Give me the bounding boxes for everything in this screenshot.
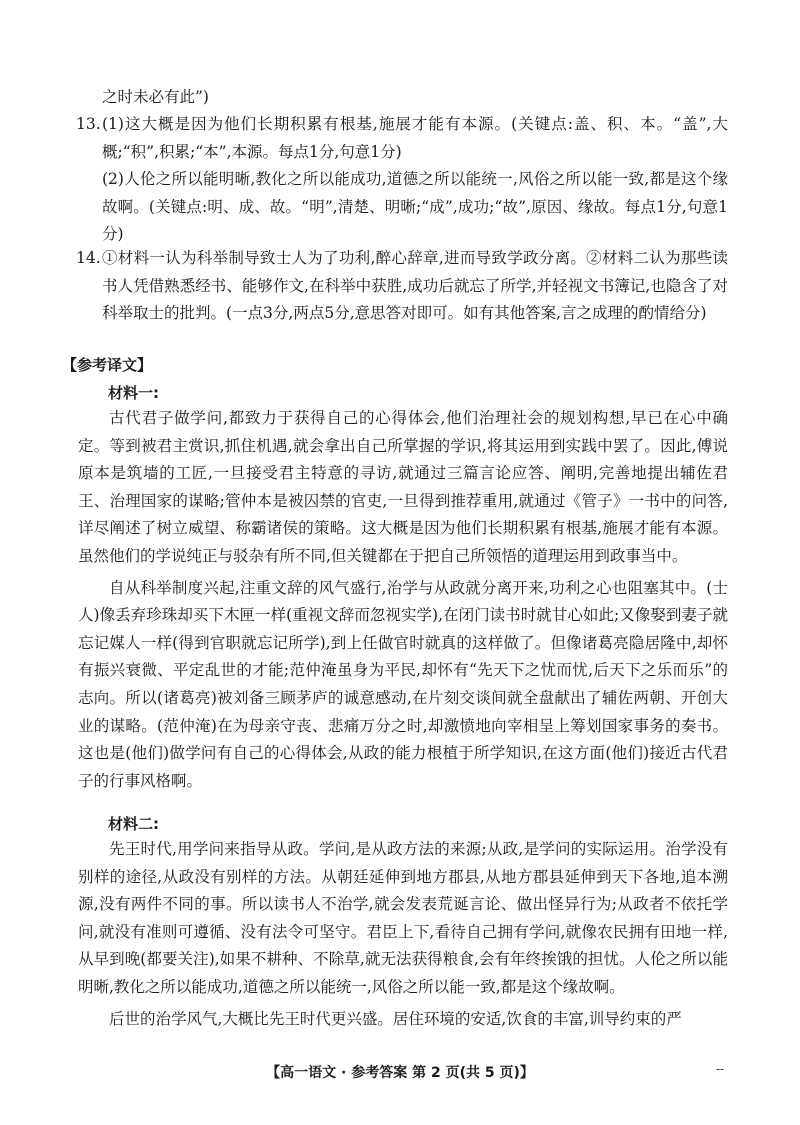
- material2-title: 材料二:: [108, 815, 159, 833]
- q12-tail: 之时未必有此”): [102, 88, 209, 106]
- material2-para2: 后世的治学风气,大概比先王时代更兴盛。居住环境的安适,饮食的丰富,训导约束的严: [109, 1009, 682, 1028]
- material2-text: [78, 836, 728, 1033]
- material1-para2: 自从科举制度兴起,注重文辞的风气盛行,治学与从政就分离开来,功利之心也阻塞其中。(士人)像丢弃珍珠却买下木匣一样(重视文辞而忽视实学),在闭门读书时就甘心如此;又像娶到妻子就忘记媒人一样(得到官职就忘记所学),到上任做官时就真的这样做了。但像诸葛亮隐居隆中,却怀有振兴衰微、平定乱世的才能;范仲淹虽身为平民,却怀有“先天下之忧而忧,后天下之乐而乐”的志向。所以(诸葛亮)被刘备三顾茅庐的诚意感动,在片刻交谈间就全盘献出了辅佐两朝、开创大业的谋略。(范仲淹)在为母亲守丧、悲痛万分之时,却激愤地向宰相呈上筹划国家事务的奏书。这也是(他们)做学问有自己的心得体会,从政的能力根植于所学知识,在这方面(他们)接近古代君子的行事风格啊。: [78, 578, 728, 790]
- q14-answer: [78, 245, 728, 328]
- q13-part2: (2)人伦之所以能明晰,教化之所以能成功,道德之所以能统一,风俗之所以能一致,都是这个缘故啊。(关键点:明、成、故。“明”,清楚、明晰;“成”,成功;“故”,原因、缘故。每点1分,句意1分): [102, 170, 728, 243]
- corner-mark: --: [716, 1062, 725, 1076]
- q14-text: ①材料一认为科举制导致士人为了功利,醉心辞章,进而导致学政分离。②材料二认为那些读书人凭借熟悉经书、能够作文,在科举中获胜,成功后就忘了所学,并轻视文书簿记,也隐含了对科举取士的批判。(一点3分,两点5分,意思答对即可。如有其他答案,言之成理的酌情给分): [102, 249, 728, 322]
- q14-number: 14.: [76, 249, 101, 267]
- page-footer: 【高一语文 · 参考答案 第 2 页(共 5 页)】: [266, 1065, 534, 1081]
- material1-para1: 古代君子做学问,都致力于获得自己的心得体会,他们治理社会的规划构想,早已在心中确定。等到被君主赏识,抓住机遇,就会拿出自己所掌握的学识,将其运用到实践中罢了。因此,傅说原本是筑墙的工匠,一旦接受君主特意的寻访,就通过三篇言论应答、阐明,完善地提出辅佐君王、治理国家的谋略;管仲本是被囚禁的官吏,一旦得到推荐重用,就通过《管子》一书中的问答,详尽阐述了树立威望、称霸诸侯的策略。这大概是因为他们长期积累有根基,施展才能有本源。虽然他们的学说纯正与驳杂有所不同,但关键都在于把自己所领悟的道理运用到政事当中。: [78, 409, 728, 565]
- q13-number: 13.: [76, 115, 101, 133]
- material1-title: 材料一:: [108, 384, 159, 402]
- q13-part1: (1)这大概是因为他们长期积累有根基,施展才能有本源。(关键点:盖、积、本。“盖”,大概;“积”,积累;“本”,本源。每点1分,句意1分): [102, 115, 728, 161]
- q13-answer: [78, 111, 728, 249]
- material2-para1: 先王时代,用学问来指导从政。学问,是从政方法的来源;从政,是学问的实际运用。治学没有别样的途径,从政没有别样的方法。从朝廷延伸到地方郡县,从地方郡县延伸到天下各地,追本溯源,没有两件不同的事。所以读书人不治学,就会发表荒诞言论、做出怪异行为;从政者不依托学问,就没有准则可遵循、没有法令可坚守。君臣上下,看待自己拥有学问,就像农民拥有田地一样,从早到晚(都要关注),如果不耕种、不除草,就无法获得粮食,会有年终挨饿的担忧。人伦之所以能明晰,教化之所以能成功,道德之所以能统一,风俗之所以能一致,都是这个缘故啊。: [78, 840, 728, 996]
- translation-heading: 【参考译文】: [62, 356, 153, 374]
- material1-text: [78, 405, 728, 795]
